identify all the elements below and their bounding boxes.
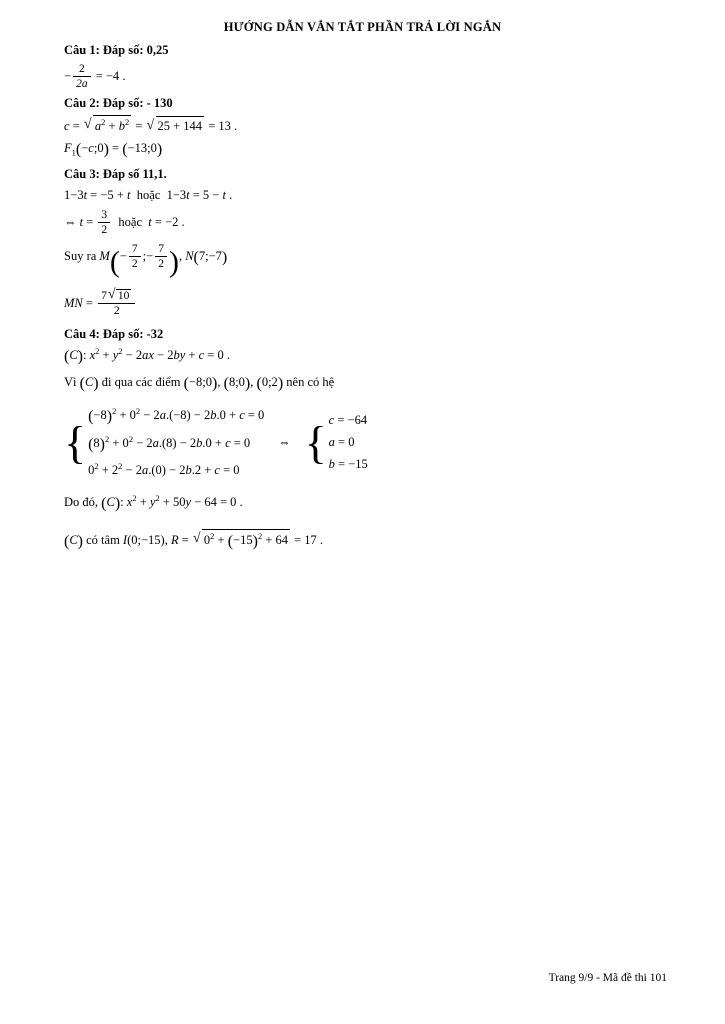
system-2-row-3: b = −15 [328,456,368,471]
fraction-2-over-2a: $\frac{2}{2a}$ [73,63,91,90]
question-1-heading: Câu 1: Đáp số: 0,25 [64,43,169,57]
sqrt-25-plus-144: √ 25 + 144 [147,116,205,136]
question-4-line-4: (C) có tâm I(0;−15), R = √ $0^2 + (-15)^2 + 64 = 17$ . [64,529,664,554]
label-hoac-1: hoặc [136,188,161,203]
fraction-7-over-2-b: $\frac{7}{2}$ [155,243,167,270]
question-2-line-1: c = √ $a^2 + b^2$ = √ 25 + 144 = 13 . [64,115,664,136]
page-footer: Trang 9/9 - Mã đề thi 101 [548,972,667,984]
document-body [64,38,664,557]
equivalence-symbol: ⇔ [278,435,291,450]
question-4-line-1: (C): $x^2 + y^2 - 2ax - 2by + c = 0$ . [64,346,230,366]
label-hoac-2: hoặc [118,215,143,230]
label-di-qua: đi qua các điểm [101,375,181,390]
question-2-line-2: $F_1(-c;0)$ = (−13;0) [64,141,163,159]
label-vi: Vì [64,375,77,390]
sqrt-a2-plus-b2: √ $a^2 + b^2$ [84,115,131,136]
system-1-row-2: $(8)^2 + 0^2 - 2a.(8) - 2b.0 + c = 0$ [88,434,251,454]
page-title: HƯỚNG DẪN VẮN TẮT PHẦN TRẢ LỜI NGẮN [223,20,502,34]
fraction-7-over-2-a: $\frac{7}{2}$ [129,243,141,270]
question-3-heading: Câu 3: Đáp số 11,1. [64,167,167,182]
label-nen-co-he: nên có hệ [286,375,335,390]
question-2-heading: Câu 2: Đáp số: - 130 [64,95,173,110]
system-1-row-1: $(-8)^2 + 0^2 - 2a.(-8) - 2b.0 + c = 0$ [88,406,265,426]
system-of-equations-2 [305,410,368,476]
fraction-7root10-over-2: $\frac{7 √ 10}{2}$ [98,289,135,317]
sqrt-radius: √ $0^2 + (-15)^2 + 64$ [193,529,290,554]
label-co-tam: có tâm [86,532,120,547]
label-do-do: Do đó, [64,495,99,510]
label-suy-ra: Suy ra [64,248,97,263]
system-2-row-1: c = −64 [328,413,368,428]
system-2-row-2: a = 0 [328,435,355,450]
left-brace-icon: { [64,417,87,469]
fraction-3-over-2: $\frac{3}{2}$ [98,209,110,236]
question-1-line-1: − $\frac{2}{2a}$ = −4 . [64,62,126,90]
question-3-line-1: 1−3t = −5 + t hoặc 1−3t = 5 − t . [64,188,233,203]
question-3-line-3: Suy ra M(− $\frac{7}{2}$ ;− $\frac{7}{2}$ ), N(7;−7) [64,242,228,279]
question-4-line-2: Vì (C) đi qua các điểm (−8;0), (8;0), (0;2) nên có hệ [64,375,335,393]
system-of-equations-1 [64,403,264,482]
question-4-heading: Câu 4: Đáp số: -32 [64,326,164,341]
left-brace-icon-2: { [304,417,327,469]
question-3-line-4: MN = $\frac{7 √ 10}{2}$ [64,289,664,318]
system-1-row-3: $0^2 + 2^2 - 2a.(0) - 2b.2 + c = 0$ [88,461,240,478]
question-4-system-block [64,403,664,482]
question-4-line-3: Do đó, (C): $x^2 + y^2 + 50y - 64 = 0$ . [64,493,243,513]
question-3-line-2: ⇔ t = $\frac{3}{2}$ hoặc t = −2 . [64,208,185,236]
